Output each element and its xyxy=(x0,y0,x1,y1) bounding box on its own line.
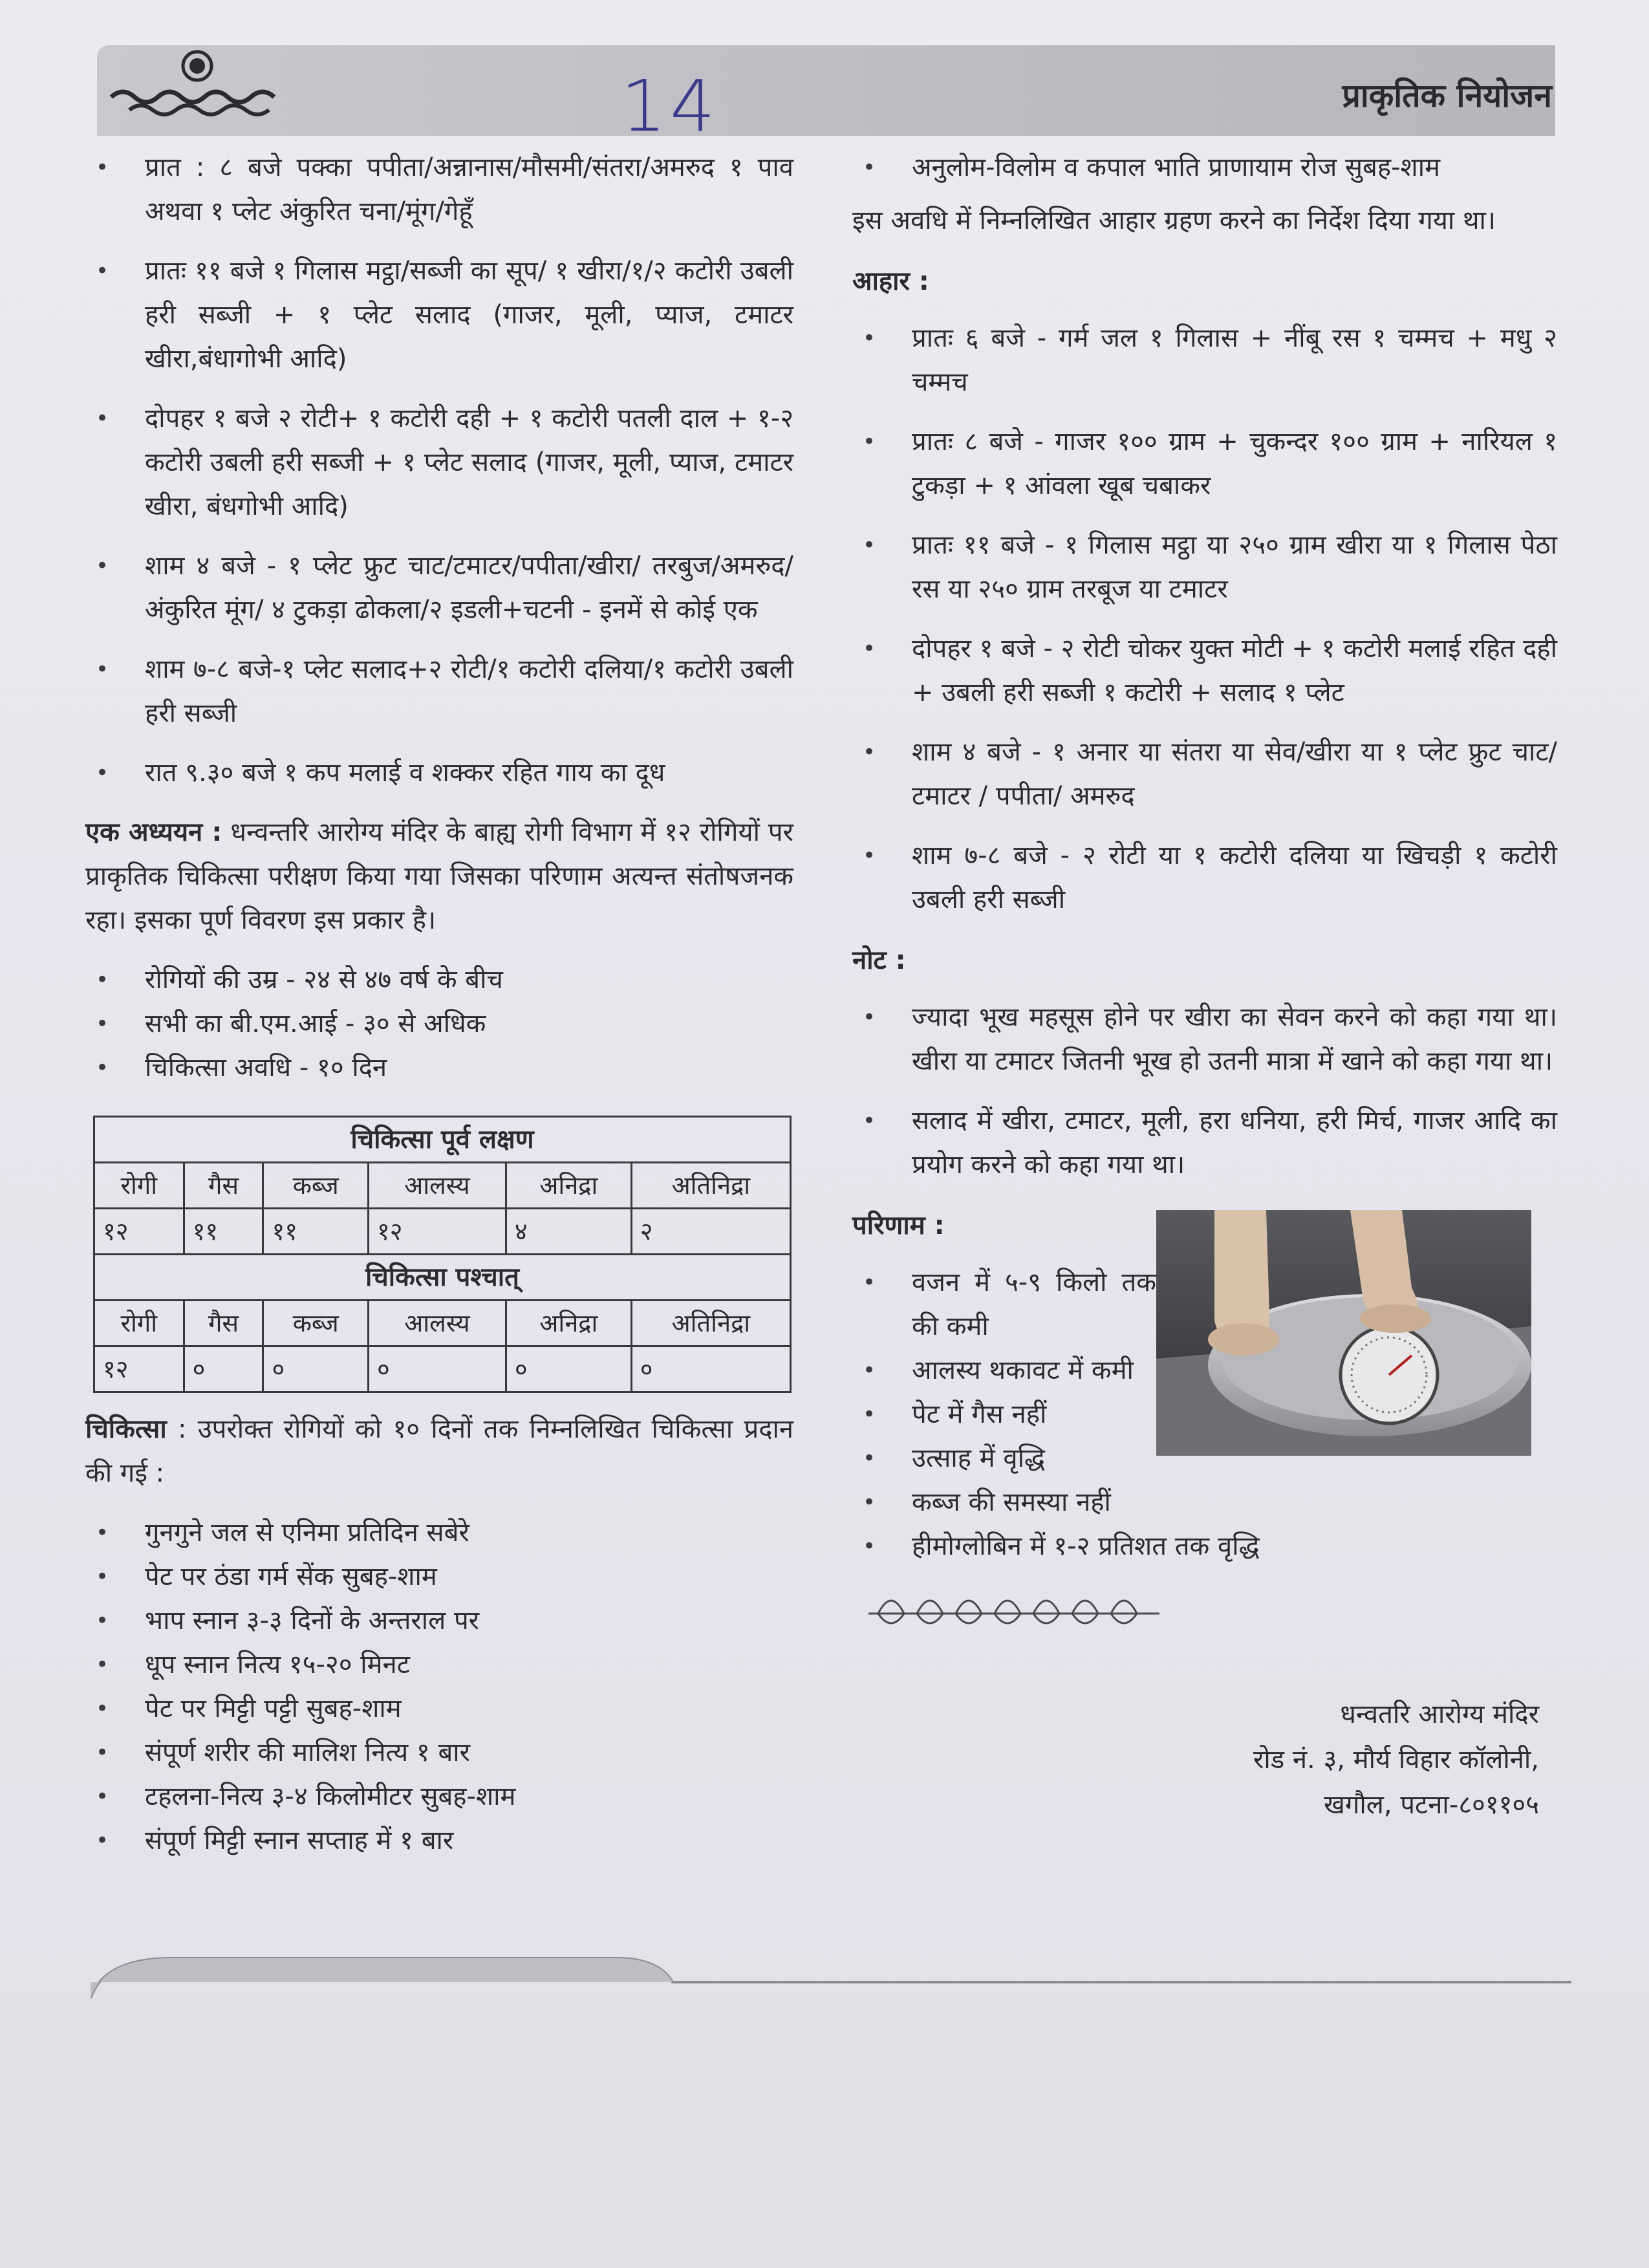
list-item: • रोगियों की उम्र - २४ से ४७ वर्ष के बीच xyxy=(85,958,793,1002)
handwritten-page-number: 14 xyxy=(621,65,719,147)
column-header: कब्ज xyxy=(263,1301,369,1346)
column-header: अतिनिद्रा xyxy=(631,1163,790,1209)
right-column xyxy=(852,146,1557,1828)
list-item: • शाम ४ बजे - १ प्लेट फ्रुट चाट/टमाटर/पपीता/खीरा/ तरबुज/अमरुद/अंकुरित मूंग/ ४ टुकड़ा ढोकला/२ इडली+चटनी - इनमें से कोई एक xyxy=(85,544,793,632)
left-diet-list xyxy=(85,146,793,795)
decorative-ornament-icon xyxy=(865,1594,1163,1633)
list-item: • ज्यादा भूख महसूस होने पर खीरा का सेवन करने को कहा गया था। खीरा या टमाटर जितनी भूख हो उतनी मात्रा में खाने को कहा गया था। xyxy=(852,995,1557,1083)
page-bottom-margin xyxy=(0,1992,1649,2268)
list-item: • प्रातः ८ बजे - गाजर १०० ग्राम + चुकन्दर १०० ग्राम + नारियल १ टुकड़ा + १ आंवला खूब चबाकर xyxy=(852,420,1557,508)
table-cell: १२ xyxy=(368,1209,506,1255)
list-item: • संपूर्ण शरीर की मालिश नित्य १ बार xyxy=(85,1731,793,1775)
list-item: • हीमोग्लोबिन में १-२ प्रतिशत तक वृद्धि xyxy=(852,1524,1558,1568)
list-item: • दोपहर १ बजे - २ रोटी चोकर युक्त मोटी + १ कटोरी मलाई रहित दही + उबली हरी सब्जी १ कटोरी + सलाद १ प्लेट xyxy=(852,627,1557,715)
table-cell: ११ xyxy=(263,1209,369,1255)
result-heading: परिणाम : xyxy=(852,1211,945,1240)
study-points-list xyxy=(85,958,793,1090)
study-text: धन्वन्तरि आरोग्य मंदिर के बाह्य रोगी विभाग में १२ रोगियों पर प्राकृतिक चिकित्सा परीक्षण किया गया जिसका परिणाम अत्यन्त संतोषजनक रहा। इसका पूर्ण विवरण इस प्रकार है। xyxy=(85,817,794,935)
table-cell: ४ xyxy=(506,1209,631,1255)
list-item: • उत्साह में वृद्धि xyxy=(852,1436,1558,1480)
address-line: रोड नं. ३, मौर्य विहार कॉलोनी, xyxy=(1253,1745,1539,1775)
list-item: • गुनगुने जल से एनिमा प्रतिदिन सबेरे xyxy=(85,1511,793,1555)
list-item: • प्रातः ६ बजे - गर्म जल १ गिलास + नींबू रस १ चम्मच + मधु २ चम्मच xyxy=(852,316,1557,404)
left-column xyxy=(85,146,793,1863)
table-cell: २ xyxy=(631,1209,790,1255)
column-header: अनिद्रा xyxy=(506,1301,631,1346)
treatment-paragraph xyxy=(85,1407,793,1495)
weighing-scale-photo xyxy=(1156,1210,1531,1456)
column-header: गैस xyxy=(184,1301,263,1346)
list-item: • सलाद में खीरा, टमाटर, मूली, हरा धनिया, हरी मिर्च, गाजर आदि का प्रयोग करने को कहा गया था। xyxy=(852,1099,1557,1187)
treatment-text: : उपरोक्त रोगियों को १० दिनों तक निम्नलिखित चिकित्सा प्रदान की गई : xyxy=(85,1414,794,1488)
table-caption-after: चिकित्सा पश्चात् xyxy=(94,1255,791,1301)
list-item: • आलस्य थकावट में कमी xyxy=(852,1348,1156,1392)
list-item: • पेट में गैस नहीं xyxy=(852,1392,1156,1436)
list-item: • प्रात : ८ बजे पक्का पपीता/अन्नानास/मौसमी/संतरा/अमरुद १ पाव अथवा १ प्लेट अंकुरित चना/मूंग/गेहूँ xyxy=(85,146,793,233)
list-item: • दोपहर १ बजे २ रोटी+ १ कटोरी दही + १ कटोरी पतली दाल + १-२ कटोरी उबली हरी सब्जी + १ प्लेट सलाद (गाजर, मूली, प्याज, टमाटर खीरा, बंधगोभी आदि) xyxy=(85,396,793,528)
table-caption-before: चिकित्सा पूर्व लक्षण xyxy=(94,1117,791,1163)
column-header: आलस्य xyxy=(368,1163,506,1209)
table-header-row xyxy=(94,1301,791,1346)
table-cell: ० xyxy=(263,1346,369,1392)
intro-paragraph: इस अवधि में निम्नलिखित आहार ग्रहण करने का निर्देश दिया गया था। xyxy=(852,206,1496,235)
list-item: • कब्ज की समस्या नहीं xyxy=(852,1480,1558,1524)
table-row xyxy=(94,1346,791,1392)
study-lead: एक अध्ययन : xyxy=(85,817,222,847)
list-item: • रात ९.३० बजे १ कप मलाई व शक्कर रहित गाय का दूध xyxy=(85,751,793,795)
table-cell: ० xyxy=(368,1346,506,1392)
pranayam-list xyxy=(852,146,1557,189)
address-line: खगौल, पटना-८०११०५ xyxy=(1324,1790,1539,1820)
address-block xyxy=(852,1692,1557,1828)
table-cell: १२ xyxy=(94,1346,184,1392)
address-line: धन्वतरि आरोग्य मंदिर xyxy=(1340,1700,1539,1729)
symptoms-table xyxy=(93,1116,792,1393)
footer-rule xyxy=(91,1953,1571,1998)
column-header: कब्ज xyxy=(263,1163,369,1209)
list-item: • भाप स्नान ३-३ दिनों के अन्तराल पर xyxy=(85,1599,793,1643)
table-cell: १२ xyxy=(94,1209,184,1255)
list-item: • अनुलोम-विलोम व कपाल भाति प्राणायाम रोज सुबह-शाम xyxy=(852,146,1557,189)
table-cell: ११ xyxy=(184,1209,263,1255)
list-item: • शाम ४ बजे - १ अनार या संतरा या सेव/खीरा या १ प्लेट फ्रुट चाट/ टमाटर / पपीता/ अमरुद xyxy=(852,730,1557,818)
treatment-list xyxy=(85,1511,793,1863)
note-heading: नोट : xyxy=(852,945,906,975)
list-item: • प्रातः ११ बजे - १ गिलास मट्ठा या २५० ग्राम खीरा या १ गिलास पेठा रस या २५० ग्राम तरबूज या टमाटर xyxy=(852,523,1557,611)
header-band xyxy=(97,45,1555,136)
column-header: रोगी xyxy=(94,1163,184,1209)
list-item: • चिकित्सा अवधि - १० दिन xyxy=(85,1046,793,1090)
column-header: अनिद्रा xyxy=(506,1163,631,1209)
table-row xyxy=(94,1209,791,1255)
list-item: • शाम ७-८ बजे-१ प्लेट सलाद+२ रोटी/१ कटोरी दलिया/१ कटोरी उबली हरी सब्जी xyxy=(85,647,793,735)
table-cell: ० xyxy=(631,1346,790,1392)
table-header-row xyxy=(94,1163,791,1209)
list-item: • प्रातः ११ बजे १ गिलास मट्ठा/सब्जी का सूप/ १ खीरा/१/२ कटोरी उबली हरी सब्जी + १ प्लेट सलाद (गाजर, मूली, प्याज, टमाटर खीरा,बंधागोभी आदि) xyxy=(85,249,793,381)
list-item: • शाम ७-८ बजे - २ रोटी या १ कटोरी दलिया या खिचड़ी १ कटोरी उबली हरी सब्जी xyxy=(852,834,1557,922)
treatment-lead: चिकित्सा xyxy=(85,1414,167,1444)
list-item: • टहलना-नित्य ३-४ किलोमीटर सुबह-शाम xyxy=(85,1775,793,1819)
sun-waves-logo-icon xyxy=(103,45,291,136)
column-header: अतिनिद्रा xyxy=(631,1301,790,1346)
result-section xyxy=(852,1204,1557,1568)
study-paragraph xyxy=(85,810,793,942)
note-list xyxy=(852,995,1557,1187)
list-item: • सभी का बी.एम.आई - ३० से अधिक xyxy=(85,1002,793,1046)
right-diet-list xyxy=(852,316,1557,922)
section-title: प्राकृतिक नियोजन xyxy=(1342,77,1552,114)
column-header: गैस xyxy=(184,1163,263,1209)
result-list xyxy=(852,1260,1260,1568)
table-cell: ० xyxy=(184,1346,263,1392)
list-item: • संपूर्ण मिट्टी स्नान सप्ताह में १ बार xyxy=(85,1819,793,1863)
list-item: • धूप स्नान नित्य १५-२० मिनट xyxy=(85,1643,793,1687)
list-item: • पेट पर मिट्टी पट्टी सुबह-शाम xyxy=(85,1687,793,1731)
table-cell: ० xyxy=(506,1346,631,1392)
list-item: • पेट पर ठंडा गर्म सेंक सुबह-शाम xyxy=(85,1555,793,1599)
list-item: • वजन में ५-९ किलो तक की कमी xyxy=(852,1260,1156,1348)
diet-heading: आहार : xyxy=(852,266,929,296)
column-header: रोगी xyxy=(94,1301,184,1346)
column-header: आलस्य xyxy=(368,1301,506,1346)
